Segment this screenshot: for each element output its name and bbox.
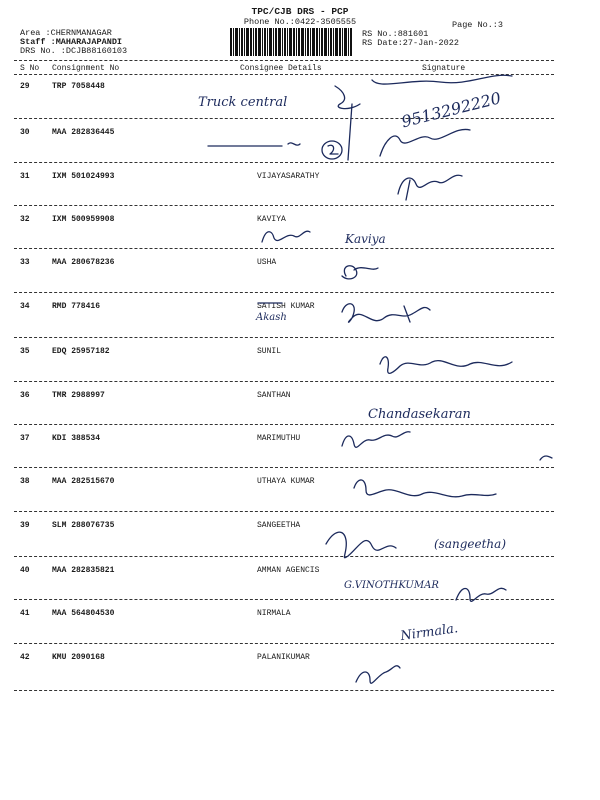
row-consignment-no: KMU 2090168 (52, 653, 105, 662)
signature-35 (380, 357, 512, 374)
row-divider (14, 690, 554, 691)
column-sno: S No (20, 64, 40, 73)
row-divider (14, 118, 554, 119)
phone-number: Phone No.:0422-3505555 (243, 17, 357, 27)
row-consignment-no: MAA 282515670 (52, 477, 115, 486)
row-consignee-name: SATISH KUMAR (257, 302, 315, 311)
signature-37 (342, 432, 410, 448)
row-sno: 39 (20, 521, 30, 530)
row-consignee-name: KAVIYA (257, 215, 286, 224)
staff-label: Staff :MAHARAJAPANDI (20, 37, 123, 47)
row-sno: 29 (20, 82, 30, 91)
signature-30-line (208, 143, 300, 146)
column-signature: Signature (422, 64, 466, 73)
row-consignment-no: MAA 282836445 (52, 128, 115, 137)
row-sno: 40 (20, 566, 30, 575)
row-divider (14, 467, 554, 468)
drs-number: DRS No. :DCJB88160103 (20, 46, 128, 56)
row-consignment-no: IXM 501024993 (52, 172, 115, 181)
row-consignment-no: SLM 288076735 (52, 521, 115, 530)
page-number: Page No.:3 (452, 20, 504, 30)
row-consignee-name: VIJAYASARATHY (257, 172, 320, 181)
row-divider (14, 511, 554, 512)
handwritten-govinothkumar: G.VINOTHKUMAR (344, 580, 439, 591)
signature-29-scribble (335, 86, 360, 109)
row-divider (14, 162, 554, 163)
signature-32-scribble (262, 231, 310, 242)
row-consignment-no: MAA 564804530 (52, 609, 115, 618)
row-consignee-name: MARIMUTHU (257, 434, 301, 443)
row-divider (14, 337, 554, 338)
row-divider (14, 643, 554, 644)
row-sno: 32 (20, 215, 30, 224)
signature-29-stroke (348, 104, 352, 160)
row-sno: 37 (20, 434, 30, 443)
handwritten-chandasekaran: Chandasekaran (368, 407, 471, 422)
column-consignee: Consignee Details (240, 64, 322, 73)
row-consignee-name: PALANIKUMAR (257, 653, 310, 662)
row-sno: 35 (20, 347, 30, 356)
row-consignee-name: AMMAN AGENCIS (257, 566, 320, 575)
row-consignment-no: TMR 2988997 (52, 391, 105, 400)
column-divider (14, 74, 554, 75)
handwritten-truck-central: Truck central (198, 95, 288, 110)
signature-30-sign (380, 129, 470, 156)
row-divider (14, 381, 554, 382)
rs-number: RS No.:881601 (362, 29, 429, 39)
row-consignee-name: SUNIL (257, 347, 282, 356)
handwritten-phone: 9513292220 (399, 88, 503, 132)
row-divider (14, 248, 554, 249)
row-consignment-no: MAA 282835821 (52, 566, 115, 575)
signature-42 (356, 666, 400, 683)
row-consignment-no: MAA 280678236 (52, 258, 115, 267)
row-sno: 38 (20, 477, 30, 486)
signature-39 (326, 532, 396, 558)
area-label: Area :CHERNMANAGAR (20, 28, 112, 38)
row-consignment-no: RMD 778416 (52, 302, 101, 311)
row-consignment-no: KDI 388534 (52, 434, 101, 443)
row-divider (14, 556, 554, 557)
row-sno: 41 (20, 609, 30, 618)
row-consignee-name: USHA (257, 258, 277, 267)
row-divider (14, 205, 554, 206)
row-divider (14, 599, 554, 600)
barcode-icon (230, 28, 352, 56)
row-consignment-no: EDQ 25957182 (52, 347, 110, 356)
column-consignment: Consignment No (52, 64, 120, 73)
document-title: TPC/CJB DRS - PCP (251, 6, 349, 17)
row-sno: 33 (20, 258, 30, 267)
signature-29-name (372, 75, 512, 84)
signature-34 (342, 304, 430, 323)
header-divider (14, 60, 554, 61)
row-sno: 42 (20, 653, 30, 662)
handwritten-nirmala: Nirmala. (399, 621, 459, 645)
row-divider (14, 424, 554, 425)
row-sno: 30 (20, 128, 30, 137)
row-sno: 36 (20, 391, 30, 400)
handwritten-akash: Akash (256, 312, 287, 323)
row-consignment-no: TRP 7058448 (52, 82, 105, 91)
row-consignment-no: IXM 500959908 (52, 215, 115, 224)
handwritten-kaviya: Kaviya (345, 232, 386, 246)
signature-31 (398, 175, 462, 200)
signature-30-circle (322, 141, 342, 159)
signature-33 (342, 266, 378, 279)
signature-38 (354, 480, 496, 497)
row-consignee-name: SANTHAN (257, 391, 291, 400)
row-consignee-name: NIRMALA (257, 609, 291, 618)
stray-mark (540, 456, 552, 460)
rs-date: RS Date:27-Jan-2022 (362, 38, 459, 48)
row-consignee-name: UTHAYA KUMAR (257, 477, 315, 486)
handwritten-sangeetha: (sangeetha) (434, 537, 506, 551)
row-consignee-name: SANGEETHA (257, 521, 301, 530)
row-sno: 34 (20, 302, 30, 311)
row-sno: 31 (20, 172, 30, 181)
row-divider (14, 292, 554, 293)
